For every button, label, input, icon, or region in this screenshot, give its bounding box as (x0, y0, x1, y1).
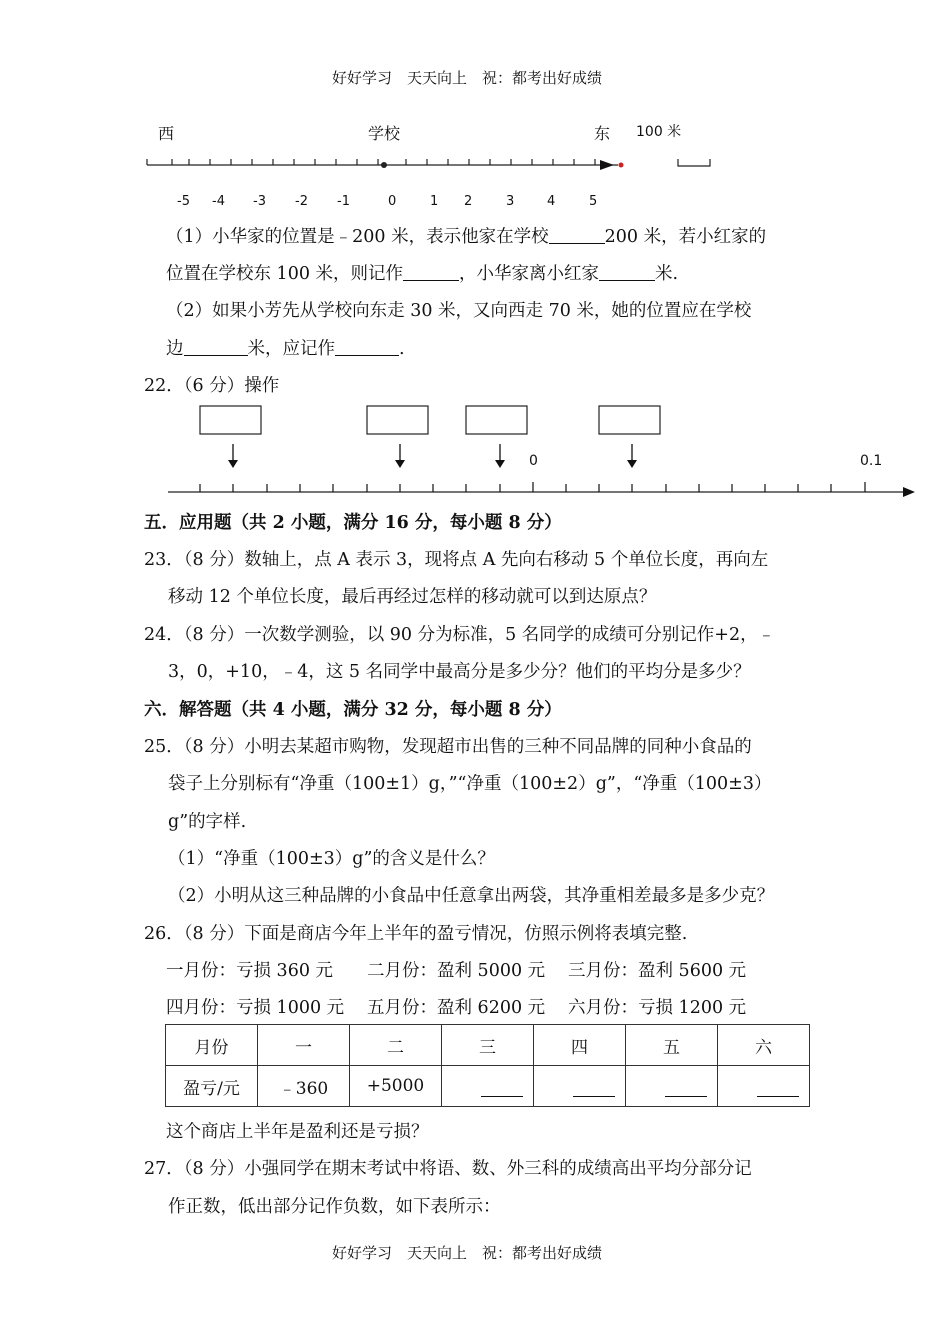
q21-part1-line2: 位置在学校东 100 米，则记作 ，小华家离小红家 米. (166, 264, 679, 284)
tick-label: 4 (547, 194, 556, 209)
answer-blank[interactable] (184, 341, 248, 356)
end-dot (619, 163, 624, 168)
axis-arrowhead (903, 487, 915, 497)
section-5-title: 五．应用题（共 2 小题，满分 16 分，每小题 8 分） (144, 513, 562, 533)
section-6-title: 六．解答题（共 4 小题，满分 32 分，每小题 8 分） (144, 700, 562, 720)
tick-label: -5 (177, 194, 190, 209)
tick-label: -1 (337, 194, 350, 209)
tick-label: 1 (430, 194, 439, 209)
page-header: 好好学习 天天向上 祝：都考出好成绩 (332, 69, 603, 87)
answer-blank[interactable] (335, 341, 399, 356)
table-cell: 一 (258, 1025, 350, 1066)
tick-label: -4 (212, 194, 225, 209)
page-footer: 好好学习 天天向上 祝：都考出好成绩 (332, 1244, 603, 1262)
scale-bar (678, 159, 710, 166)
table-cell: 三 (442, 1025, 534, 1066)
table-cell-blank[interactable] (442, 1066, 534, 1107)
tick-label: 3 (506, 194, 515, 209)
q26-line1: 26．（8 分）下面是商店今年上半年的盈亏情况，仿照示例将表填完整. (144, 924, 688, 944)
east-label: 东 (594, 124, 611, 143)
q21-part2-line1: （2）如果小芳先从学校向东走 30 米，又向西走 70 米，她的位置应在学校 (166, 301, 752, 321)
table-cell-blank[interactable] (718, 1066, 810, 1107)
table-cell: 二 (350, 1025, 442, 1066)
q25-line5: （2）小明从这三种品牌的小食品中任意拿出两袋，其净重相差最多是多少克？ (168, 886, 775, 906)
table-row (166, 1066, 810, 1107)
q25-line3: g”的字样. (168, 812, 247, 832)
answer-box (599, 406, 660, 434)
q23-line1: 23．（8 分）数轴上，点 A 表示 3，现将点 A 先向右移动 5 个单位长度，再向左 (144, 550, 769, 570)
table-cell: 六 (718, 1025, 810, 1066)
table-cell: +5000 (350, 1066, 442, 1107)
table-cell-blank[interactable] (534, 1066, 626, 1107)
answer-blank[interactable] (403, 266, 459, 281)
answer-blank[interactable] (757, 1082, 799, 1097)
profit-loss-table (165, 1024, 810, 1107)
arrowhead (600, 160, 614, 170)
table-cell: 四 (534, 1025, 626, 1066)
q26-question: 这个商店上半年是盈利还是亏损？ (166, 1122, 429, 1142)
q23-line2: 移动 12 个单位长度，最后再经过怎样的移动就可以到达原点？ (168, 587, 657, 607)
answer-blank[interactable] (573, 1082, 615, 1097)
answer-box (367, 406, 428, 434)
tick-label: 5 (589, 194, 598, 209)
q22-title: 22．（6 分）操作 (144, 376, 280, 396)
q26-month-5: 五月份：盈利 6200 元 (367, 998, 546, 1018)
q26-month-6: 六月份：亏损 1200 元 (568, 998, 747, 1018)
q25-line1: 25．（8 分）小明去某超市购物，发现超市出售的三种不同品牌的同种小食品的 (144, 737, 752, 757)
table-cell: ﹣360 (258, 1066, 350, 1107)
zero-label: 0 (529, 453, 538, 469)
number-line-1 (130, 145, 830, 225)
tick-label: 2 (464, 194, 473, 209)
tick-label: -2 (295, 194, 308, 209)
q24-line2: 3，0，+10，﹣4，这 5 名同学中最高分是多少分？他们的平均分是多少？ (168, 662, 751, 682)
answer-blank[interactable] (599, 266, 655, 281)
q25-line4: （1）“净重（100±3）g”的含义是什么？ (168, 849, 495, 869)
number-line-1-ticks (147, 159, 595, 165)
q27-line2: 作正数，低出部分记作负数，如下表所示： (168, 1197, 501, 1217)
table-cell: 月份 (166, 1025, 258, 1066)
west-label: 西 (158, 124, 175, 143)
q25-line2: 袋子上分别标有“净重（100±1）g，”“净重（100±2）g”，“净重（100±3） (168, 774, 772, 794)
number-line-2 (160, 400, 920, 500)
q26-month-2: 二月份：盈利 5000 元 (367, 961, 546, 981)
q27-line1: 27．（8 分）小强同学在期末考试中将语、数、外三科的成绩高出平均分部分记 (144, 1159, 752, 1179)
tick-label: -3 (253, 194, 266, 209)
number-line-2-ticks (200, 482, 865, 492)
tick-label: 0 (388, 194, 397, 209)
q21-part1-line1: （1）小华家的位置是﹣200 米，表示他家在学校 200 米，若小红家的 (166, 227, 767, 247)
table-header-row (166, 1025, 810, 1066)
q26-month-3: 三月份：盈利 5600 元 (568, 961, 747, 981)
q21-part2-line2: 边 米，应记作 . (166, 339, 405, 359)
origin-dot (381, 162, 387, 168)
tenth-label: 0.1 (860, 453, 883, 469)
q26-month-4: 四月份：亏损 1000 元 (166, 998, 345, 1018)
answer-box (466, 406, 527, 434)
pointer-arrows (233, 444, 632, 462)
q26-month-1: 一月份：亏损 360 元 (166, 961, 334, 981)
table-cell: 五 (626, 1025, 718, 1066)
q24-line1: 24．（8 分）一次数学测验，以 90 分为标准，5 名同学的成绩可分别记作+2，﹣ (144, 625, 776, 645)
table-cell: 盈亏/元 (166, 1066, 258, 1107)
table-cell-blank[interactable] (626, 1066, 718, 1107)
scale-label: 100 米 (636, 124, 682, 140)
answer-blank[interactable] (665, 1082, 707, 1097)
answer-blank[interactable] (549, 229, 605, 244)
school-label: 学校 (368, 124, 401, 143)
answer-box (200, 406, 261, 434)
answer-blank[interactable] (481, 1082, 523, 1097)
